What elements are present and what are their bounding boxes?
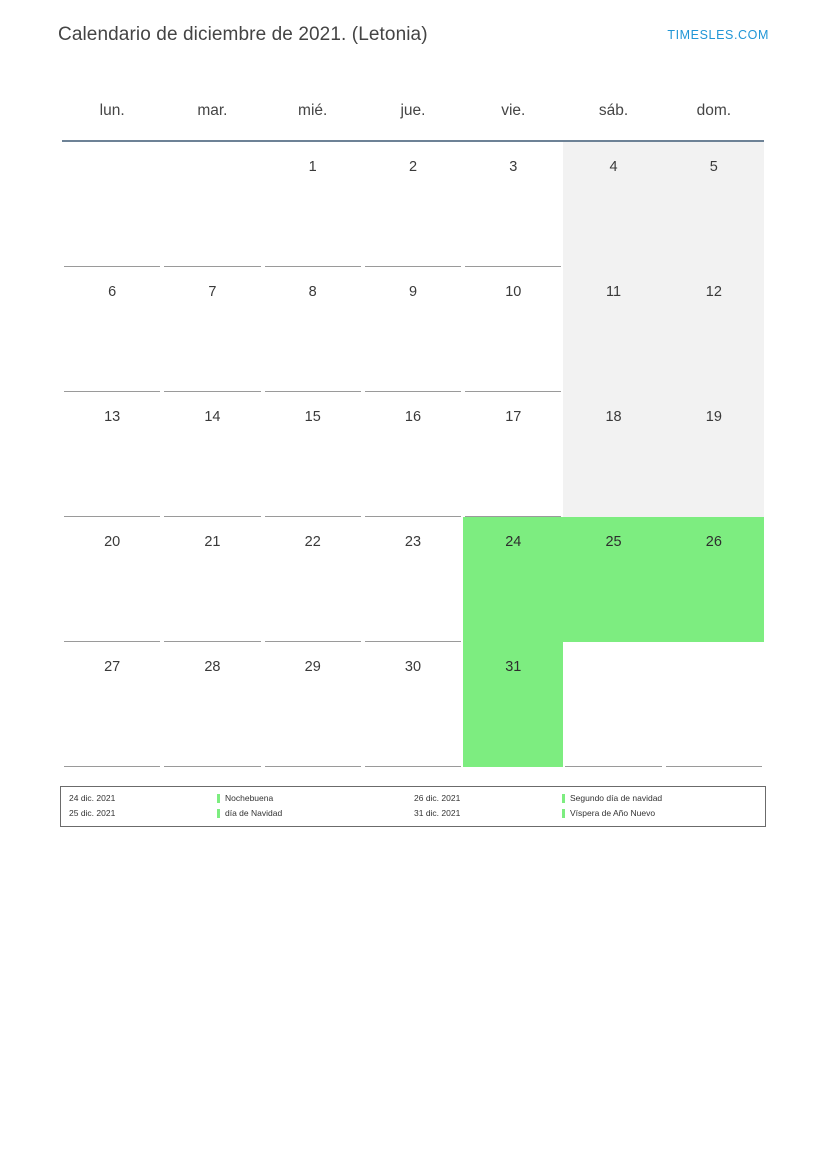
day-cell-holiday[interactable] bbox=[463, 642, 563, 767]
day-cell-holiday[interactable] bbox=[664, 517, 764, 642]
day-number: 2 bbox=[408, 158, 418, 175]
day-cell[interactable] bbox=[162, 642, 262, 767]
day-cell[interactable] bbox=[363, 392, 463, 517]
day-number: 25 bbox=[605, 533, 622, 550]
day-cell[interactable] bbox=[162, 392, 262, 517]
day-number: 12 bbox=[705, 283, 722, 300]
day-cell-holiday[interactable] bbox=[563, 517, 663, 642]
calendar-week-row bbox=[62, 267, 764, 392]
day-cell bbox=[563, 642, 663, 767]
day-cell[interactable] bbox=[563, 267, 663, 392]
day-cell[interactable] bbox=[263, 392, 363, 517]
weekday-sat: sáb. bbox=[598, 102, 629, 119]
legend-entry bbox=[217, 792, 414, 805]
day-number: 11 bbox=[606, 283, 622, 300]
weekday-fri: vie. bbox=[501, 102, 526, 119]
day-number: 22 bbox=[304, 533, 321, 550]
legend-entry bbox=[217, 807, 414, 820]
day-cell[interactable] bbox=[664, 142, 764, 267]
day-cell bbox=[62, 142, 162, 267]
day-number: 29 bbox=[304, 658, 321, 675]
day-cell[interactable] bbox=[463, 142, 563, 267]
day-cell bbox=[664, 642, 764, 767]
day-cell[interactable] bbox=[263, 517, 363, 642]
calendar-week-row bbox=[62, 392, 764, 517]
day-number: 23 bbox=[404, 533, 422, 550]
day-number: 24 bbox=[505, 533, 522, 550]
day-number: 30 bbox=[404, 658, 422, 675]
day-number: 8 bbox=[308, 283, 317, 300]
day-number: 27 bbox=[104, 658, 121, 675]
day-cell-holiday[interactable] bbox=[463, 517, 563, 642]
day-cell[interactable] bbox=[62, 642, 162, 767]
legend-entry bbox=[562, 792, 759, 805]
day-cell bbox=[162, 142, 262, 267]
day-cell[interactable] bbox=[563, 142, 663, 267]
day-cell[interactable] bbox=[263, 642, 363, 767]
calendar-body bbox=[62, 142, 764, 767]
day-number: 5 bbox=[709, 158, 718, 175]
day-cell[interactable] bbox=[664, 392, 764, 517]
day-number: 6 bbox=[108, 283, 117, 300]
legend-date: 26 dic. 2021 bbox=[414, 793, 461, 803]
day-cell[interactable] bbox=[162, 517, 262, 642]
day-number: 15 bbox=[304, 408, 321, 425]
day-cell[interactable] bbox=[62, 517, 162, 642]
day-number: 26 bbox=[705, 533, 722, 550]
day-cell[interactable] bbox=[162, 267, 262, 392]
day-cell[interactable] bbox=[363, 517, 463, 642]
day-number: 9 bbox=[408, 283, 418, 300]
calendar-head bbox=[62, 82, 764, 142]
calendar-grid bbox=[62, 82, 764, 767]
day-number: 21 bbox=[204, 533, 221, 550]
calendar-week-row bbox=[62, 517, 764, 642]
legend-date: 24 dic. 2021 bbox=[69, 793, 116, 803]
page-header bbox=[58, 18, 769, 52]
weekday-tue: mar. bbox=[197, 102, 228, 119]
day-number: 18 bbox=[605, 408, 622, 425]
legend-entry bbox=[562, 807, 759, 820]
legend-label: Segundo día de navidad bbox=[570, 793, 663, 803]
day-number: 4 bbox=[609, 158, 618, 175]
legend-grid bbox=[69, 792, 759, 820]
weekday-wed: mié. bbox=[298, 102, 328, 119]
calendar-week-row bbox=[62, 642, 764, 767]
legend-date: 31 dic. 2021 bbox=[414, 808, 461, 818]
legend-label: Víspera de Año Nuevo bbox=[570, 808, 656, 818]
day-cell[interactable] bbox=[463, 267, 563, 392]
weekday-sun: dom. bbox=[696, 102, 732, 119]
day-number: 19 bbox=[705, 408, 722, 425]
weekday-header-row bbox=[62, 82, 764, 140]
day-cell[interactable] bbox=[563, 392, 663, 517]
day-number: 10 bbox=[505, 283, 522, 300]
page-title: Calendario de diciembre de 2021. (Letonia) bbox=[58, 24, 428, 45]
holiday-color-swatch-icon bbox=[562, 809, 565, 818]
day-number: 3 bbox=[509, 158, 518, 175]
site-brand[interactable]: TIMESLES.COM bbox=[667, 28, 769, 42]
day-cell[interactable] bbox=[62, 267, 162, 392]
weekday-thu: jue. bbox=[400, 102, 426, 119]
day-cell[interactable] bbox=[263, 267, 363, 392]
day-cell[interactable] bbox=[363, 267, 463, 392]
day-cell[interactable] bbox=[263, 142, 363, 267]
day-cell[interactable] bbox=[664, 267, 764, 392]
calendar-week-row bbox=[62, 142, 764, 267]
weekday-mon: lun. bbox=[99, 102, 125, 119]
legend-label: día de Navidad bbox=[225, 808, 283, 818]
day-number: 7 bbox=[208, 283, 217, 300]
day-cell[interactable] bbox=[463, 392, 563, 517]
holiday-color-swatch-icon bbox=[217, 794, 220, 803]
holiday-legend bbox=[60, 786, 766, 827]
day-number: 16 bbox=[404, 408, 422, 425]
day-number: 20 bbox=[104, 533, 121, 550]
day-number: 13 bbox=[104, 408, 121, 425]
day-number: 17 bbox=[505, 408, 522, 425]
holiday-color-swatch-icon bbox=[217, 809, 220, 818]
day-cell[interactable] bbox=[363, 142, 463, 267]
day-number: 28 bbox=[204, 658, 221, 675]
legend-label: Nochebuena bbox=[225, 793, 274, 803]
day-number: 14 bbox=[204, 408, 221, 425]
day-cell[interactable] bbox=[62, 392, 162, 517]
calendar-table bbox=[62, 82, 764, 767]
holiday-color-swatch-icon bbox=[562, 794, 565, 803]
day-number: 31 bbox=[505, 658, 522, 675]
day-number: 1 bbox=[308, 158, 317, 175]
legend-date: 25 dic. 2021 bbox=[69, 808, 116, 818]
day-cell[interactable] bbox=[363, 642, 463, 767]
